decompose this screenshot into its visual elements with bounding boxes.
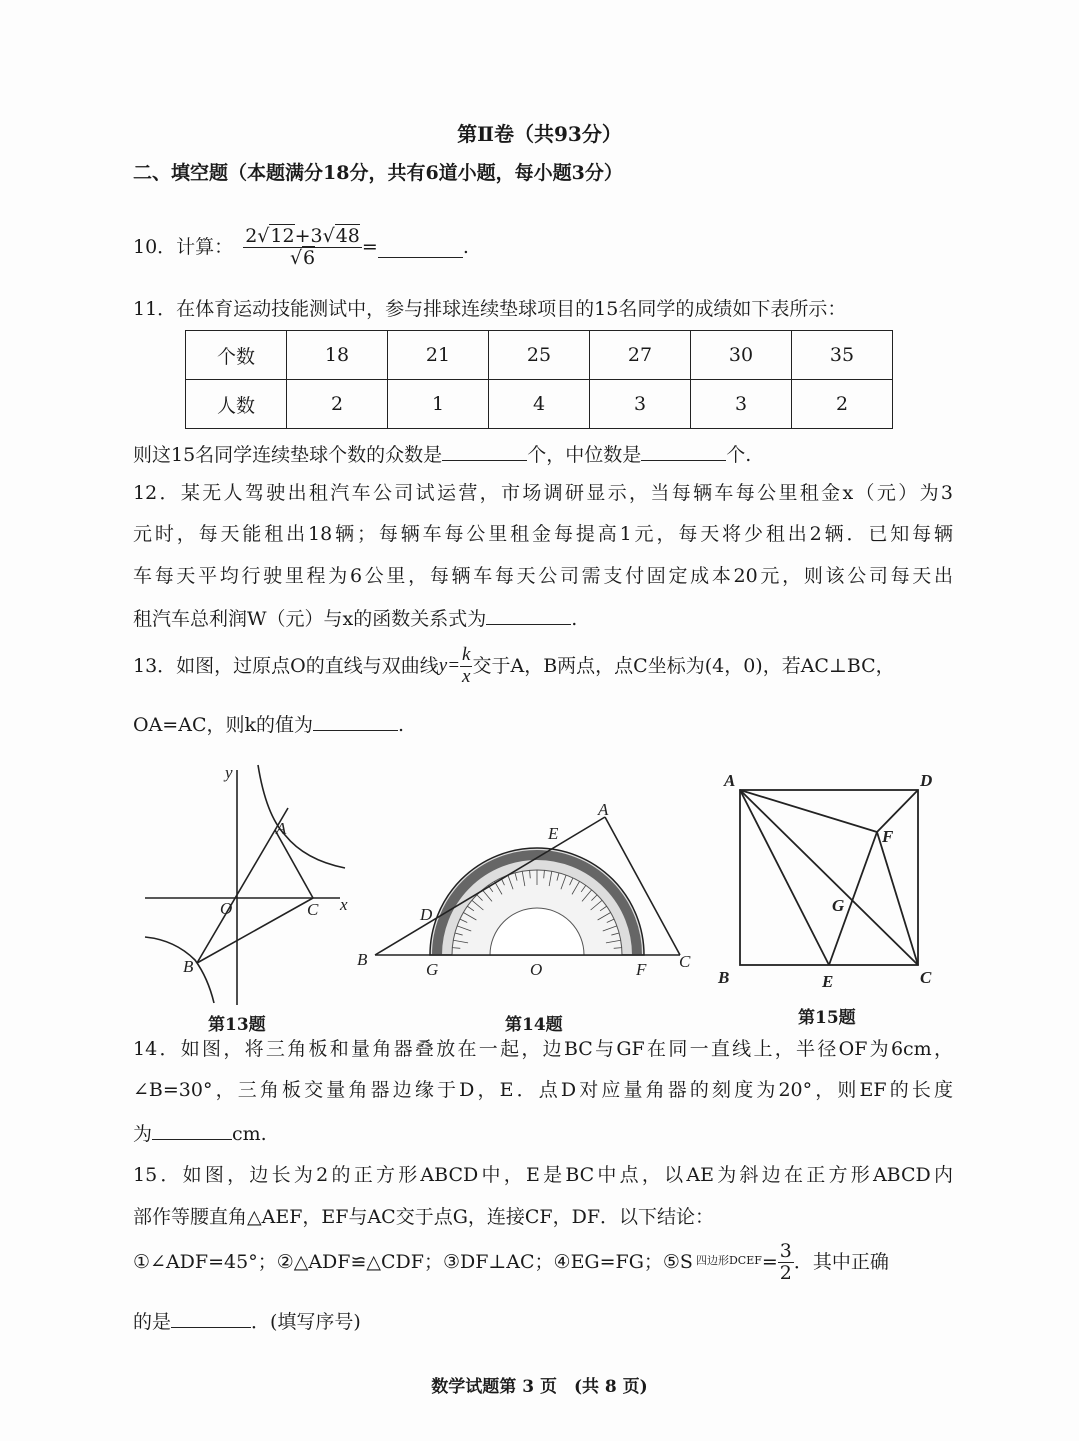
q15-text-b: ．(填写序号) bbox=[251, 1311, 361, 1333]
q15-subscript: 四边形DCEF bbox=[695, 1254, 762, 1267]
fig15-label-c: C bbox=[920, 968, 932, 987]
line-ae bbox=[740, 790, 829, 965]
fig15-label-a: A bbox=[724, 771, 736, 790]
q13-line-2-text: OA=AC，则k的值为 bbox=[133, 714, 313, 736]
q14-answer-blank[interactable] bbox=[152, 1119, 232, 1140]
figure-13 bbox=[145, 765, 345, 1005]
table-cell: 4 bbox=[489, 380, 590, 429]
q13-y: y= bbox=[438, 655, 461, 676]
q14-text-b: cm. bbox=[232, 1123, 267, 1145]
q15-line-2: 部作等腰直角△AEF，EF与AC交于点G，连接CF，DF．以下结论： bbox=[133, 1206, 715, 1228]
q10-answer-blank[interactable] bbox=[378, 237, 463, 258]
q10-denominator: 6 bbox=[303, 246, 316, 269]
q12-answer-blank[interactable] bbox=[486, 604, 571, 625]
q10-radicand-a: 12 bbox=[270, 224, 295, 247]
q15-text-a: 的是 bbox=[133, 1311, 172, 1333]
table-cell: 18 bbox=[287, 331, 388, 380]
figure-15-caption: 第15题 bbox=[798, 1008, 856, 1028]
paper-part-title: 第Ⅱ卷（共93分） bbox=[457, 122, 622, 146]
fig13-label-o: O bbox=[220, 899, 233, 918]
q10-fraction: $\frac{2√12+3√48}{√6}$ bbox=[245, 224, 360, 269]
table-row bbox=[186, 380, 893, 429]
q11-text-b: 个，中位数是 bbox=[527, 444, 642, 466]
q15-line-3-end: ．其中正确 bbox=[793, 1251, 889, 1273]
q14-line-2: ∠B=30°，三角板交量角器边缘于D，E．点D对应量角器的刻度为20°，则EF的长度 bbox=[133, 1079, 953, 1101]
fig14-label-c: C bbox=[679, 952, 691, 971]
q13-answer-blank[interactable] bbox=[313, 710, 398, 731]
line-bc bbox=[197, 898, 313, 963]
page-footer: 数学试题第 3 页 (共 8 页) bbox=[431, 1377, 648, 1397]
hyperbola-branch-2 bbox=[145, 937, 214, 1003]
q11-question bbox=[133, 440, 751, 468]
figure-14 bbox=[357, 800, 691, 979]
fig14-label-o: O bbox=[530, 960, 543, 979]
q12-line-2: 元时，每天能租出18辆；每辆车每公里租金每提高1元，每天将少租出2辆．已知每辆 bbox=[133, 523, 953, 545]
line-ab bbox=[197, 808, 288, 963]
q10-prefix: 10．计算： bbox=[133, 236, 234, 258]
fig14-label-d: D bbox=[420, 905, 433, 924]
q10-coef-a: 2 bbox=[245, 224, 258, 247]
table-cell: 21 bbox=[388, 331, 489, 380]
fig15-label-d: D bbox=[920, 771, 933, 790]
q11-text-a: 则这15名同学连续垫球个数的众数是 bbox=[133, 444, 443, 466]
q12-line-4-text: 租汽车总利润W（元）与x的函数关系式为 bbox=[133, 608, 487, 630]
q13-text-b: 交于A，B两点，点C坐标为(4，0)，若AC⊥BC， bbox=[472, 655, 895, 677]
q11-stem: 11．在体育运动技能测试中，参与排球连续垫球项目的15名同学的成绩如下表所示： bbox=[133, 298, 847, 320]
table-cell: 2 bbox=[792, 380, 893, 429]
q15-fraction bbox=[778, 1241, 794, 1284]
table-cell: 3 bbox=[590, 380, 691, 429]
q15-frac-den: 2 bbox=[779, 1261, 792, 1284]
hyperbola-branch-1 bbox=[258, 765, 345, 868]
fig14-label-b: B bbox=[357, 950, 368, 969]
table-cell: 2 bbox=[287, 380, 388, 429]
q10-plus: +3 bbox=[294, 224, 323, 247]
table-cell: 27 bbox=[590, 331, 691, 380]
q14-line-3 bbox=[133, 1119, 267, 1147]
table-header-cell: 人数 bbox=[186, 380, 287, 429]
q12-line-3: 车每天平均行驶里程为6公里，每辆车每天公司需支付固定成本20元，则该公司每天出 bbox=[133, 565, 953, 587]
q12-line-1: 12．某无人驾驶出租汽车公司试运营，市场调研显示，当每辆车每公里租金x（元）为3 bbox=[133, 482, 953, 504]
fig15-label-b: B bbox=[718, 968, 730, 987]
q13-line-2: OA=AC，则k的值为 . bbox=[133, 710, 404, 738]
fig13-label-c: C bbox=[307, 900, 319, 919]
fig14-label-e: E bbox=[548, 824, 559, 843]
figure-13-caption: 第13题 bbox=[208, 1015, 266, 1035]
table-cell: 1 bbox=[388, 380, 489, 429]
fig15-label-g: G bbox=[832, 896, 845, 915]
q15-equals: = bbox=[761, 1251, 778, 1273]
fig14-label-g: G bbox=[426, 960, 439, 979]
q11-text-c: 个. bbox=[726, 444, 752, 466]
fig13-label-x: x bbox=[340, 895, 348, 914]
q10-radicand-b: 48 bbox=[335, 224, 360, 247]
q13-line-1 bbox=[133, 640, 895, 692]
table-cell: 3 bbox=[691, 380, 792, 429]
table-cell: 25 bbox=[489, 331, 590, 380]
fig13-label-b: B bbox=[183, 957, 194, 976]
fig13-label-y: y bbox=[225, 763, 233, 782]
q15-line-3 bbox=[133, 1236, 889, 1288]
figure-14-caption: 第14题 bbox=[505, 1015, 563, 1035]
q13-fraction bbox=[460, 645, 472, 688]
figure-15 bbox=[717, 771, 932, 991]
q15-answer-blank[interactable] bbox=[171, 1307, 251, 1328]
fig15-label-e: E bbox=[822, 972, 834, 991]
fig14-label-a: A bbox=[598, 800, 609, 819]
q10-equals: = bbox=[361, 236, 378, 258]
q13-x: x bbox=[462, 665, 471, 687]
q15-line-4 bbox=[133, 1307, 361, 1335]
section-heading: 二、填空题（本题满分18分，共有6道小题，每小题3分） bbox=[133, 162, 623, 184]
fig13-label-a: A bbox=[276, 819, 287, 838]
table-row bbox=[186, 331, 893, 380]
q15-conclusions: ①∠ADF=45°；②△ADF≌△CDF；③DF⊥AC；④EG=FG；⑤S bbox=[133, 1251, 693, 1273]
table-header-cell: 个数 bbox=[186, 331, 287, 380]
q11-median-blank[interactable] bbox=[641, 440, 726, 461]
q11-mode-blank[interactable] bbox=[442, 440, 527, 461]
q15-frac-num: 3 bbox=[779, 1239, 792, 1262]
q14-line-1: 14．如图，将三角板和量角器叠放在一起，边BC与GF在同一直线上，半径OF为6cm， bbox=[133, 1038, 953, 1060]
line-ac bbox=[275, 830, 313, 898]
question-10: 10．计算： $\frac{2√12+3√48}{√6}$ = . bbox=[133, 224, 469, 269]
q13-k: k bbox=[462, 643, 471, 665]
fig15-label-f: F bbox=[882, 827, 894, 846]
table-cell: 35 bbox=[792, 331, 893, 380]
q13-text-a: 13．如图，过原点O的直线与双曲线 bbox=[133, 655, 439, 677]
table-cell: 30 bbox=[691, 331, 792, 380]
fig14-label-f: F bbox=[636, 960, 647, 979]
q14-text-a: 为 bbox=[133, 1123, 153, 1145]
line-df bbox=[877, 790, 918, 832]
q12-line-4: 租汽车总利润W（元）与x的函数关系式为 . bbox=[133, 604, 577, 632]
q11-score-table bbox=[185, 330, 893, 429]
q15-line-1: 15．如图，边长为2的正方形ABCD中，E是BC中点，以AE为斜边在正方形ABCD内 bbox=[133, 1164, 953, 1186]
figures bbox=[0, 755, 1079, 1015]
